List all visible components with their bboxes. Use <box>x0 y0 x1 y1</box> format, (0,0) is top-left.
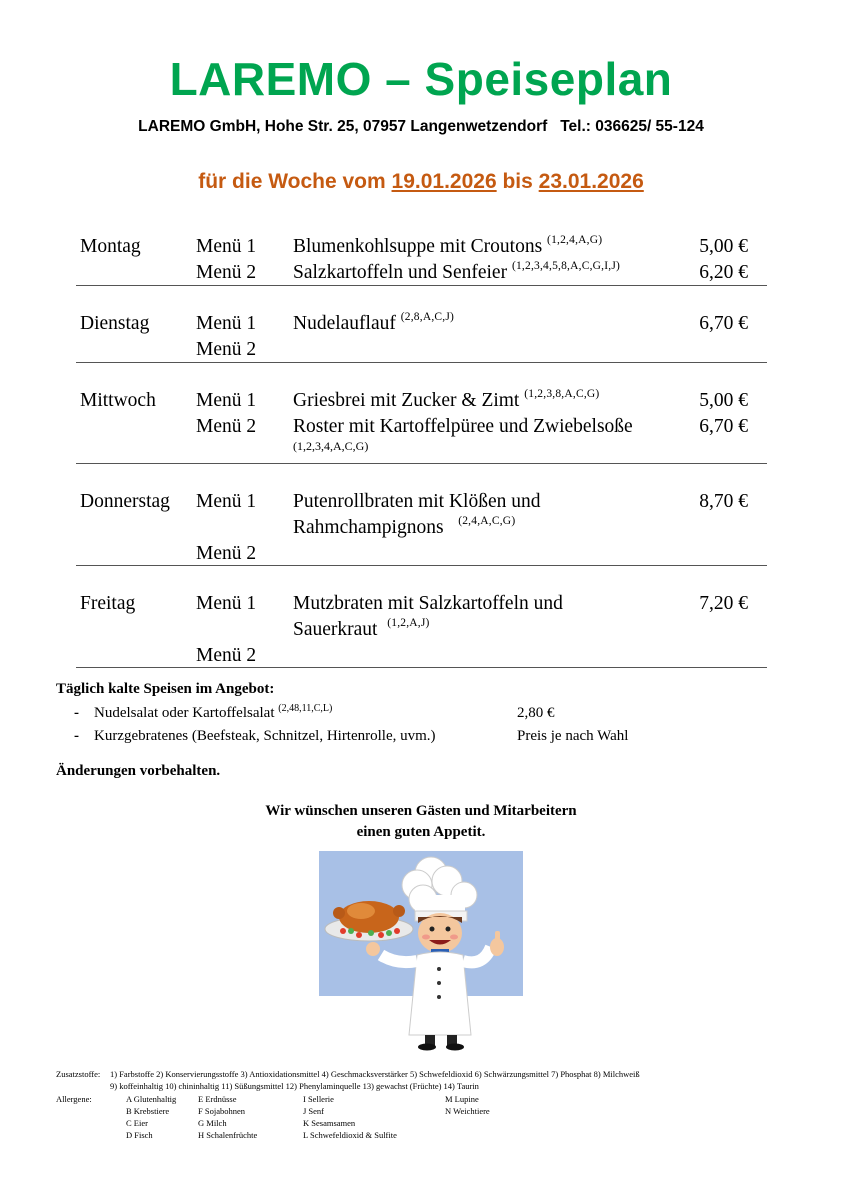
company-address: LAREMO GmbH, Hohe Str. 25, 07957 Langenwetzendorf Tel.: 036625/ 55-124 <box>138 118 704 135</box>
allergen-codes: (1,2,3,8,A,C,G) <box>524 388 600 400</box>
wish-line1: Wir wünschen unseren Gästen und Mitarbeitern <box>265 803 577 819</box>
chef-illustration <box>319 851 523 1051</box>
menu-label: Menü 2 <box>196 416 257 437</box>
menu-label: Menü 1 <box>196 236 257 257</box>
dish: Nudelauflauf $^{(2,8,A,C,J)}$ <box>293 311 455 334</box>
allergen-legend-item: N Weichtiere <box>445 1106 490 1116</box>
bullet-dash: - <box>74 728 79 744</box>
menu-label: Menü 2 <box>196 339 257 360</box>
cold-item-price: Preis je nach Wahl <box>517 728 629 744</box>
day-row-freitag <box>76 566 767 668</box>
allergen-legend-item: G Milch <box>198 1118 227 1128</box>
dish: Griesbrei mit Zucker & Zimt $^{(1,2,3,8,A,C,G)}$ <box>293 388 600 411</box>
menu-label: Menü 1 <box>196 593 257 614</box>
allergen-legend-item: H Schalenfrüchte <box>198 1130 258 1140</box>
allergen-codes: (2,48,11,C,L) <box>278 703 333 714</box>
allergen-codes: (2,8,A,C,J) <box>400 311 455 323</box>
changes-note: Änderungen vorbehalten. <box>56 763 221 779</box>
additives-line2: 9) koffeinhaltig 10) chininhaltig 11) Süßungsmittel 12) Phenylaminquelle 13) gewachst (Früchte) 14) Taurin <box>110 1081 479 1091</box>
cold-item-text: Nudelsalat oder Kartoffelsalat <box>94 705 275 721</box>
dish-line1: Putenrollbraten mit Klößen und <box>293 491 541 512</box>
menu-label: Menü 2 <box>196 645 257 666</box>
dish-line1: Mutzbraten mit Salzkartoffeln und <box>293 593 563 614</box>
allergen-codes: (1,2,3,4,5,8,A,C,G,I,J) <box>511 260 621 272</box>
dish: Roster mit Kartoffelpüree und Zwiebelsoße <box>293 416 633 437</box>
menu-label: Menü 1 <box>196 313 257 334</box>
cold-item-price: 2,80 € <box>517 705 555 721</box>
cold-item <box>74 728 436 745</box>
price: 8,70 € <box>699 491 748 512</box>
allergen-codes: (1,2,A,J) <box>387 617 430 629</box>
allergen-legend-item: E Erdnüsse <box>198 1094 237 1104</box>
allergen-codes: (1,2,4,A,G) <box>547 234 603 246</box>
day-row-donnerstag <box>76 464 767 566</box>
allergen-codes: (2,4,A,C,G) <box>458 515 516 527</box>
dish-line2: Sauerkraut $^{(1,2,A,J)}$ <box>293 617 430 640</box>
additives-line1: 1) Farbstoffe 2) Konservierungsstoffe 3) Antioxidationsmittel 4) Geschmacksverstärker 5) Schwefeldioxid 6) Schwärzungsmittel 7) Phosphat 8) Milchweiß <box>110 1069 640 1079</box>
roast-turkey-icon <box>325 901 413 941</box>
day-label: Freitag <box>80 593 136 614</box>
allergen-legend-item: L Schwefeldioxid & Sulfite <box>303 1130 397 1140</box>
day-row-mittwoch <box>76 363 767 464</box>
dish: Blumenkohlsuppe mit Croutons $^{(1,2,4,A,G)}$ <box>293 234 603 257</box>
price: 6,70 € <box>699 416 748 437</box>
chef-face-icon <box>418 913 462 953</box>
menu-label: Menü 1 <box>196 390 257 411</box>
allergen-codes: (1,2,3,4,A,C,G) <box>293 439 369 453</box>
chef-hat-icon <box>402 857 477 921</box>
allergen-legend-item: I Sellerie <box>303 1094 334 1104</box>
allergen-legend-item: J Senf <box>303 1106 325 1116</box>
cold-dishes-title: Täglich kalte Speisen im Angebot: <box>56 681 275 697</box>
allergen-legend-item: K Sesamsamen <box>303 1118 356 1128</box>
allergen-legend-item: C Eier <box>126 1118 148 1128</box>
allergen-legend-item: D Fisch <box>126 1130 153 1140</box>
week-mid: bis <box>502 170 533 193</box>
week-from: 19.01.2026 <box>391 170 497 193</box>
price: 5,00 € <box>699 390 748 411</box>
price: 6,70 € <box>699 313 748 334</box>
day-label: Dienstag <box>80 313 150 334</box>
allergens-label: Allergene: <box>56 1094 92 1104</box>
week-prefix: für die Woche vom <box>198 170 386 193</box>
allergen-legend-item: A Glutenhaltig <box>126 1094 177 1104</box>
week-to: 23.01.2026 <box>538 170 644 193</box>
cold-item-text: Kurzgebratenes (Beefsteak, Schnitzel, Hirtenrolle, uvm.) <box>94 728 436 744</box>
cold-item <box>74 705 332 722</box>
allergen-legend-item: F Sojabohnen <box>198 1106 245 1116</box>
additives-label: Zusatzstoffe: <box>56 1069 101 1079</box>
allergen-legend-item: B Krebstiere <box>126 1106 170 1116</box>
day-row-dienstag <box>76 286 767 363</box>
menu-label: Menü 2 <box>196 543 257 564</box>
price: 6,20 € <box>699 262 748 283</box>
bullet-dash: - <box>74 705 79 721</box>
page-title: LAREMO – Speiseplan <box>169 53 673 105</box>
menu-label: Menü 1 <box>196 491 257 512</box>
day-row-montag <box>76 234 767 286</box>
day-label: Mittwoch <box>80 390 156 411</box>
day-label: Donnerstag <box>80 491 170 512</box>
week-range <box>0 170 842 194</box>
menu-label: Menü 2 <box>196 262 257 283</box>
dish-line2: Rahmchampignons $^{(2,4,A,C,G)}$ <box>293 515 516 538</box>
allergen-legend-item: M Lupine <box>445 1094 479 1104</box>
price: 7,20 € <box>699 593 748 614</box>
dish: Salzkartoffeln und Senfeier $^{(1,2,3,4,5,8,A,C,G,I,J)}$ <box>293 260 621 283</box>
day-label: Montag <box>80 236 141 257</box>
wish-line2: einen guten Appetit. <box>356 824 486 840</box>
price: 5,00 € <box>699 236 748 257</box>
